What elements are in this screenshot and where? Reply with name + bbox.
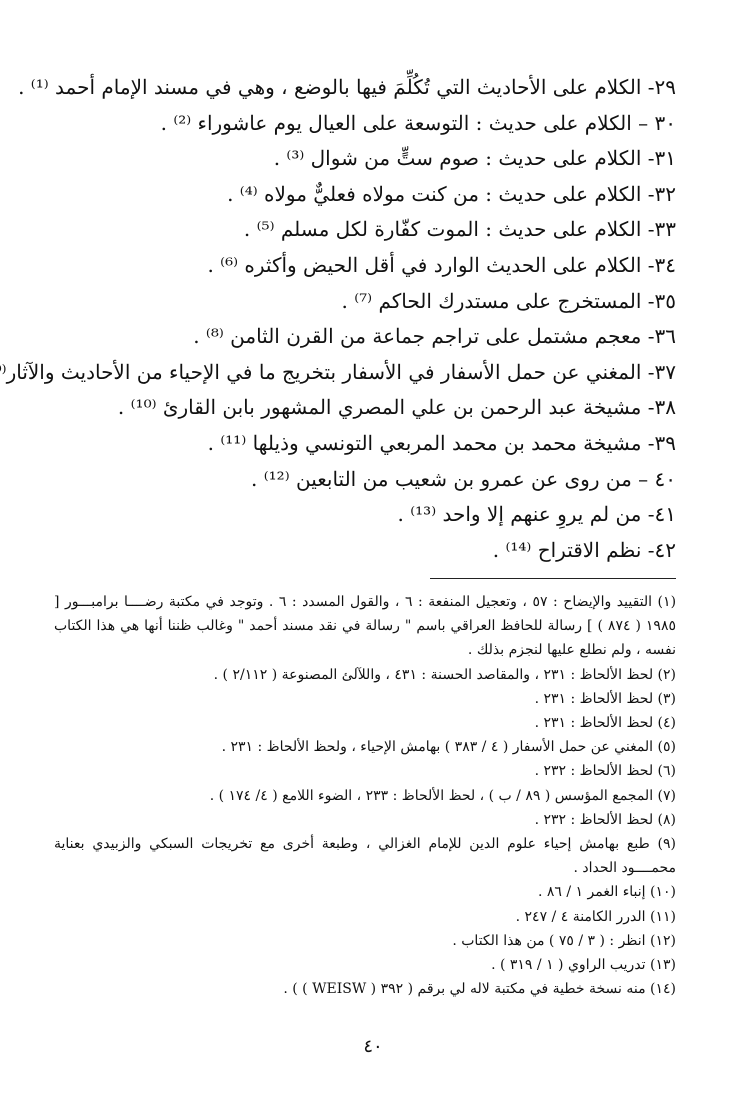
list-item: ٣٥- المستخرج على مستدرك الحاكم ⁽⁷⁾ . [341,288,676,313]
list-item: ٤١- من لم يروِ عنهم إلا واحد ⁽¹³⁾ . [397,502,676,527]
footnote-separator [430,578,676,579]
list-item: ٣٤- الكلام على الحديث الوارد في أقل الحيض وأكثره ⁽⁶⁾ . [207,252,676,277]
footnote: (١٠) إنباء الغمر ١ / ٨٦ . [537,884,676,901]
footnote: (٥) المغني عن حمل الأسفار ( ٤ / ٣٨٣ ) بهامش الإحياء ، ولحظ الألحاظ : ٢٣١ . [221,739,676,756]
list-item: ٤٠ – من روى عن عمرو بن شعيب من التابعين ⁽¹²⁾ . [251,466,676,491]
list-item: ٣٦- معجم مشتمل على تراجم جماعة من القرن الثامن ⁽⁸⁾ . [193,324,676,349]
footnote: (٣) لحظ الألحاظ : ٢٣١ . [534,690,676,707]
footnote: (١) التقييد والإيضاح : ٥٧ ، وتعجيل المنفعة : ٦ ، والقول المسدد : ٦ . وتوجد في مكتبة رضــــا برامبـــور [ ١٩٨٥ ( ٨٧٤ ) ] رسالة للحافظ العراقي باسم " رسالة في نقد مسند أحمد " وغالب ظننا أنها هي هذا الكتاب نفسه ، ولم نطلع عليها لنجزم بذلك . [54,594,677,659]
footnote: (١٢) انظر : ( ٣ / ٧٥ ) من هذا الكتاب . [452,932,676,949]
footnote: (٦) لحظ الألحاظ : ٢٣٢ . [534,763,676,780]
footnote: (١٤) منه نسخة خطية في مكتبة لاله لي برقم ( ٣٩٢ ( WEISW ) ) . [283,981,676,998]
list-item: ٤٢- نظم الاقتراح ⁽¹⁴⁾ . [492,537,676,562]
list-item: ٣١- الكلام على حديث : صوم ستٍّ من شوال ⁽³⁾ . [273,146,676,171]
footnote: (٤) لحظ الألحاظ : ٢٣١ . [534,715,676,732]
list-item: ٣٢- الكلام على حديث : من كنت مولاه فعليٌّ مولاه ⁽⁴⁾ . [227,181,676,206]
footnote: (٨) لحظ الألحاظ : ٢٣٢ . [534,811,676,828]
footnote: (١٣) تدريب الراوي ( ١ / ٣١٩ ) . [491,957,676,974]
list-item: ٢٩- الكلام على الأحاديث التي تُكُلِّمَ فيها بالوضع ، وهي في مسند الإمام أحمد ⁽¹⁾ . [18,75,676,99]
list-item: ٣٩- مشيخة محمد بن محمد المربعي التونسي وذيلها ⁽¹¹⁾ . [207,430,676,455]
footnotes [54,590,676,1001]
footnote: (١١) الدرر الكامنة ٤ / ٢٤٧ . [515,908,676,925]
page-number: ٤٠ [363,1036,383,1057]
list-item: ٣٨- مشيخة عبد الرحمن بن علي المصري المشهور بابن القارئ ⁽¹⁰⁾ . [117,395,676,420]
list-item: ٣٧- المغني عن حمل الأسفار في الأسفار بتخريج ما في الإحياء من الأحاديث والآثار⁽ [1,359,676,384]
footnote: (٧) المجمع المؤسس ( ٨٩ / ب ) ، لحظ الألحاظ : ٢٣٣ ، الضوء اللامع ( ٤/ ١٧٤ ) . [209,787,676,804]
list-item: ٣٠ – الكلام على حديث : التوسعة على العيال يوم عاشوراء ⁽²⁾ . [160,110,676,135]
footnote: (٩) طبع بهامش إحياء علوم الدين للإمام الغزالي ، وطبعة أخرى مع تخريجات السبكي والزبيدي بعناية محمــــود الحداد . [54,836,676,877]
numbered-item-list [1,70,676,568]
footnote: (٢) لحظ الألحاظ : ٢٣١ ، والمقاصد الحسنة : ٤٣١ ، واللآلئ المصنوعة ( ٢/١١٢ ) . [213,666,676,683]
list-item: ٣٣- الكلام على حديث : الموت كفّارة لكل مسلم ⁽⁵⁾ . [243,217,676,242]
